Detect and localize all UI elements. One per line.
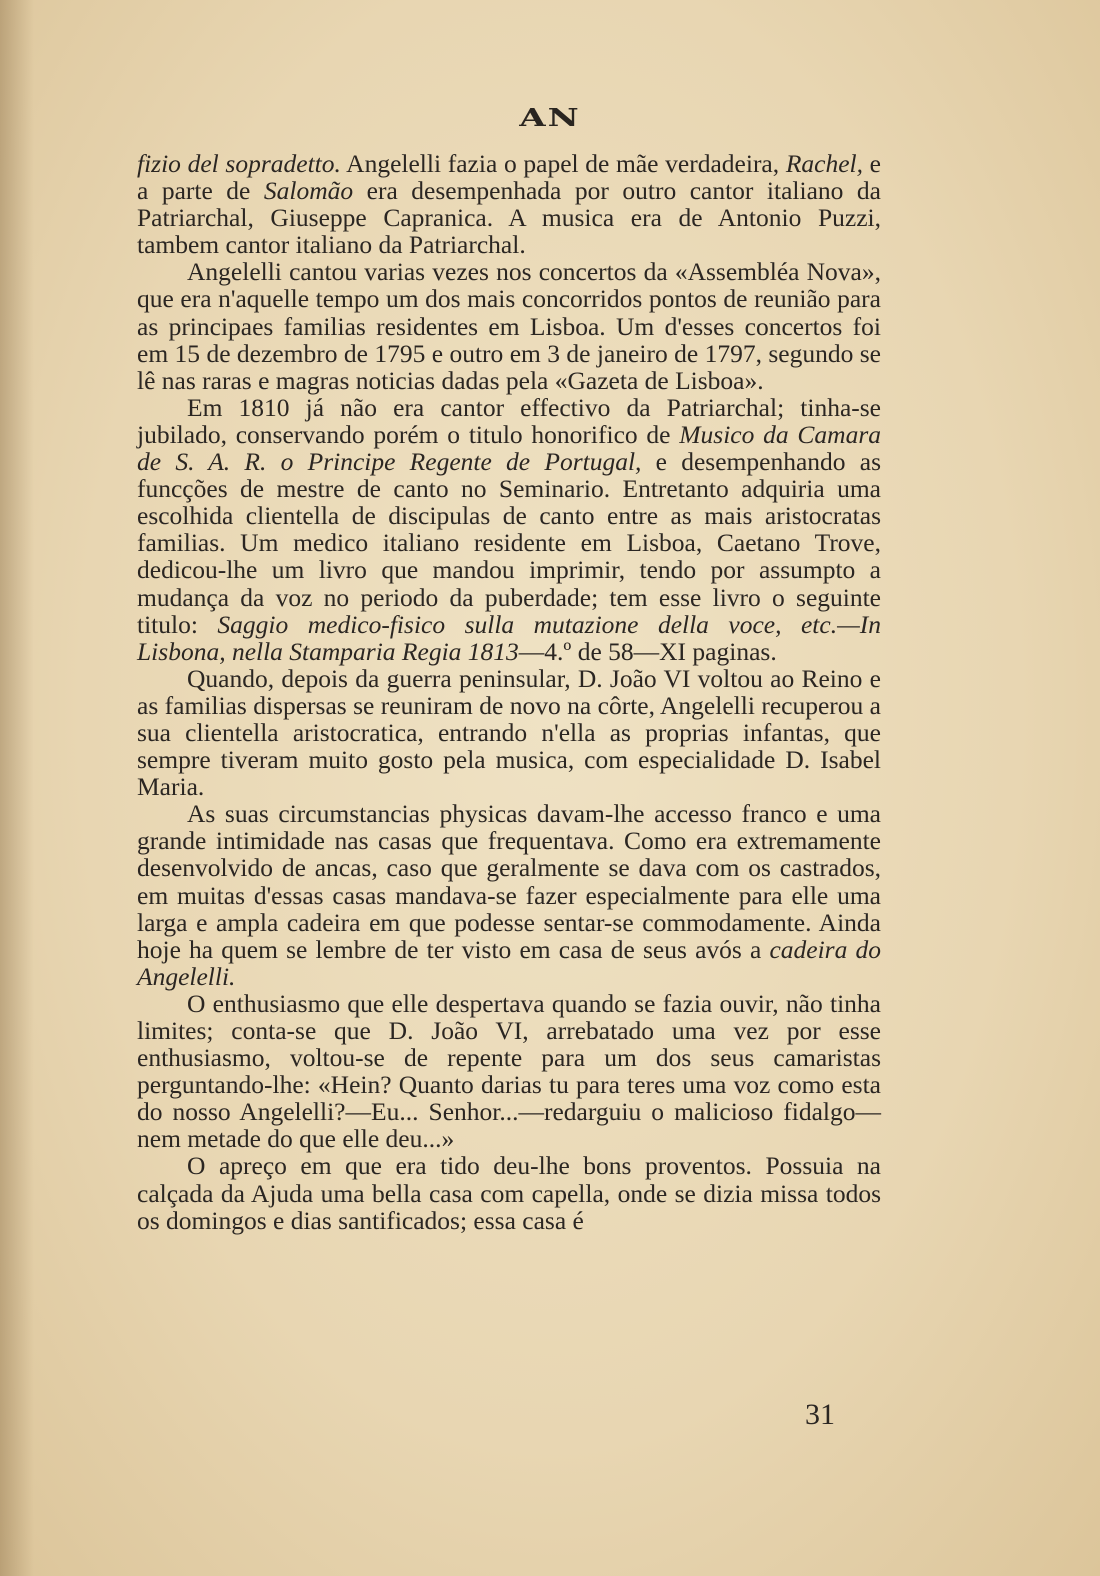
text-run: Quando, depois da guerra peninsular, D. João VI voltou ao Reino e as familias dispersas se reuniram de novo na côrte, Angelelli recuperou a sua clientella aristocratica, entrando n'ella as proprias infantas, que sempre tiveram muito gosto pela musica, com especialidade D. Isabel Maria. (137, 663, 881, 802)
italic-text: Saggio medico-fisico sulla mutazione della voce, etc.—In Lisbona, nella Stamparia Regia 1813 (137, 609, 881, 666)
paragraph (137, 394, 881, 665)
text-run: Em 1810 já não era cantor effectivo da Patriarchal; tinha-se jubilado, conservando porém o titulo honorifico de (137, 392, 881, 449)
text-run: O enthusiasmo que elle despertava quando se fazia ouvir, não tinha limites; conta-se que D. João VI, arrebatado uma vez por esse enthusiasmo, voltou-se de repente para um dos seus camaristas perguntando-lhe: «Hein? Quanto darias tu para teres uma voz como esta do nosso Angelelli?—Eu... Senhor...—redarguiu o malicioso fidalgo—nem metade do que elle deu...» (137, 988, 881, 1154)
paragraph (137, 258, 881, 393)
spine-shadow (0, 0, 34, 1576)
text-run: As suas circumstancias physicas davam-lhe accesso franco e uma grande intimidade nas casas que frequentava. Como era extremamente desenvolvido de ancas, caso que geralmente se dava com os castrados, em muitas d'essas casas mandava-se fazer especialmente para elle uma larga e ampla cadeira em que podesse sentar-se commodamente. Ainda hoje ha quem se lembre de ter visto em casa de seus avós a (137, 799, 881, 964)
italic-text: Musico da Camara de S. A. R. o Principe Regente de Portugal, (137, 419, 881, 477)
paragraph (137, 1152, 881, 1233)
paragraph (137, 800, 881, 990)
text-run: e a parte de (137, 149, 881, 206)
body-text (137, 150, 881, 1234)
paragraph (137, 990, 881, 1153)
text-run: Angelelli fazia o papel de mãe verdadeira, (340, 149, 786, 178)
paragraph (137, 665, 881, 800)
text-run: era desempenhada por outro cantor italiano da Patriarchal, Giuseppe Capranica. A musica era de Antonio Puzzi, tambem cantor italiano da Patriarchal. (137, 176, 881, 260)
italic-text: Salomão (263, 176, 354, 206)
running-head: AN (519, 103, 581, 133)
italic-text: fizio del sopradetto. (137, 149, 341, 178)
text-run: e desempenhando as funcções de mestre de canto no Seminario. Entretanto adquiria uma escolhida clientella de discipulas de canto entre as mais aristocratas familias. Um medico italiano residente em Lisboa, Caetano Trove, dedicou-lhe um livro que mandou imprimir, tendo por assumpto a mudança da voz no periodo da puberdade; tem esse livro o seguinte titulo: (137, 447, 882, 639)
italic-text: Rachel, (785, 149, 863, 178)
text-run: —4.º de 58—XI paginas. (518, 636, 777, 666)
paragraph (137, 150, 881, 258)
text-run: O apreço em que era tido deu-lhe bons proventos. Possuia na calçada da Ajuda uma bella casa com capella, onde se dizia missa todos os domingos e dias santificados; essa casa é (137, 1151, 881, 1235)
page-number: 31 (805, 1398, 835, 1431)
italic-text: cadeira do Angelelli. (137, 934, 881, 991)
text-run: Angelelli cantou varias vezes nos concertos da «Assembléa Nova», que era n'aquelle tempo um dos mais concorridos pontos de reunião para as principaes familias residentes em Lisboa. Um d'esses concertos foi em 15 de dezembro de 1795 e outro em 3 de janeiro de 1797, segundo se lê nas raras e magras noticias dadas pela «Gazeta de Lisboa». (137, 257, 881, 395)
